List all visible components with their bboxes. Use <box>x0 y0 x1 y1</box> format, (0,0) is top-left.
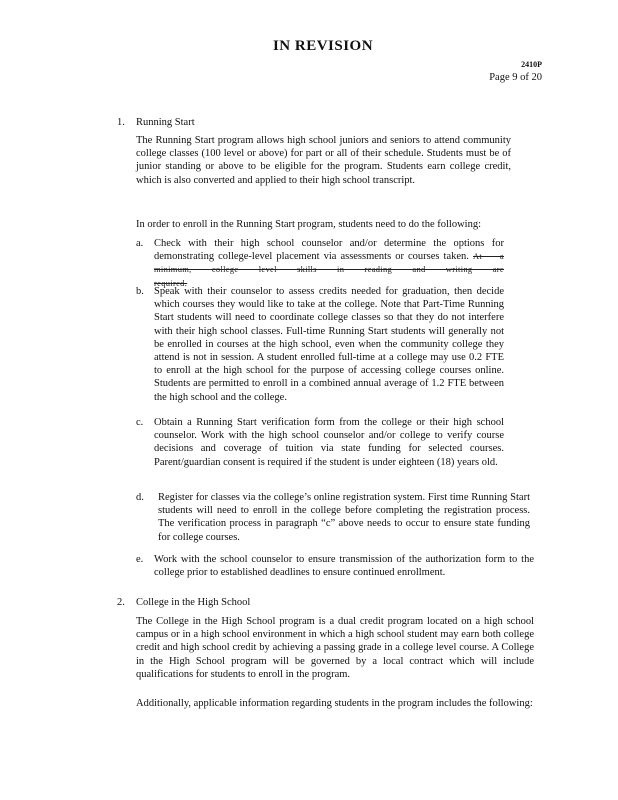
item-text: Register for classes via the college’s online registration system. First time Running Start students will need to enroll in the college before completing the registration process. The verification process in paragraph “c” above needs to occur to ensure state funding for college courses. <box>158 492 530 543</box>
section-lead-paragraph: Additionally, applicable information regarding students in the program includes the following: <box>136 698 533 709</box>
document-title: IN REVISION <box>272 38 374 54</box>
section-intro-paragraph: The Running Start program allows high school juniors and seniors to attend community college classes (100 level or above) for part or all of their schedule. Students must be of junior standing or above to be eligible for the program. Students earn college credit, which is also converted and applied to their high school transcript. <box>136 135 511 186</box>
item-letter: e. <box>136 554 144 565</box>
item-text: Work with the school counselor to ensure transmission of the authorization form to the college prior to established deadlines to ensure continued enrollment. <box>154 554 534 579</box>
struck-text: At a minimum, college level skills in reading and writing are required. <box>154 251 505 288</box>
section-heading: Running Start <box>136 117 195 128</box>
policy-code: 2410P <box>521 60 542 69</box>
section-number: 1. <box>117 117 125 128</box>
item-body: Check with their high school counselor and/or determine the options for demonstrating college-level placement via assessments or courses taken. <box>154 238 504 263</box>
item-letter: d. <box>136 492 144 503</box>
item-text <box>154 237 504 290</box>
section-heading: College in the High School <box>136 597 251 608</box>
item-text: Speak with their counselor to assess credits needed for graduation, then decide which courses they would like to take at the college. Note that Part-Time Running Start students will need to coordinate college classes so that they do not interfere with their high school classes. Full-time Running Start students will generally not be enrolled in courses at the high school, even when the community college they attend is not in session. A student enrolled full-time at a college may use 0.2 FTE to enroll at the high school for the purpose of accessing college courses online. Students are permitted to enroll in a combined annual average of 1.2 FTE between the high school and the college. <box>154 286 504 403</box>
item-text: Obtain a Running Start verification form from the college or their high school counselor. Work with the high school counselor and/or college to verify course decisions and coverage of tuition via state funding for selected courses. Parent/guardian consent is required if the student is under eighteen (18) years old. <box>154 417 504 468</box>
item-letter: b. <box>136 286 144 297</box>
section-intro-paragraph: The College in the High School program is a dual credit program located on a high school campus or in a high school environment in which a high school student may earn both college credit and high school credit by achieving a passing grade in a college level course. A College in the High School program will be governed by a local contract which will include qualifications for students to enroll in the program. <box>136 616 534 680</box>
section-lead-paragraph: In order to enroll in the Running Start program, students need to do the following: <box>136 219 481 230</box>
section-number: 2. <box>117 597 125 608</box>
item-letter: a. <box>136 238 144 249</box>
page-number: Page 9 of 20 <box>489 72 542 83</box>
item-letter: c. <box>136 417 144 428</box>
